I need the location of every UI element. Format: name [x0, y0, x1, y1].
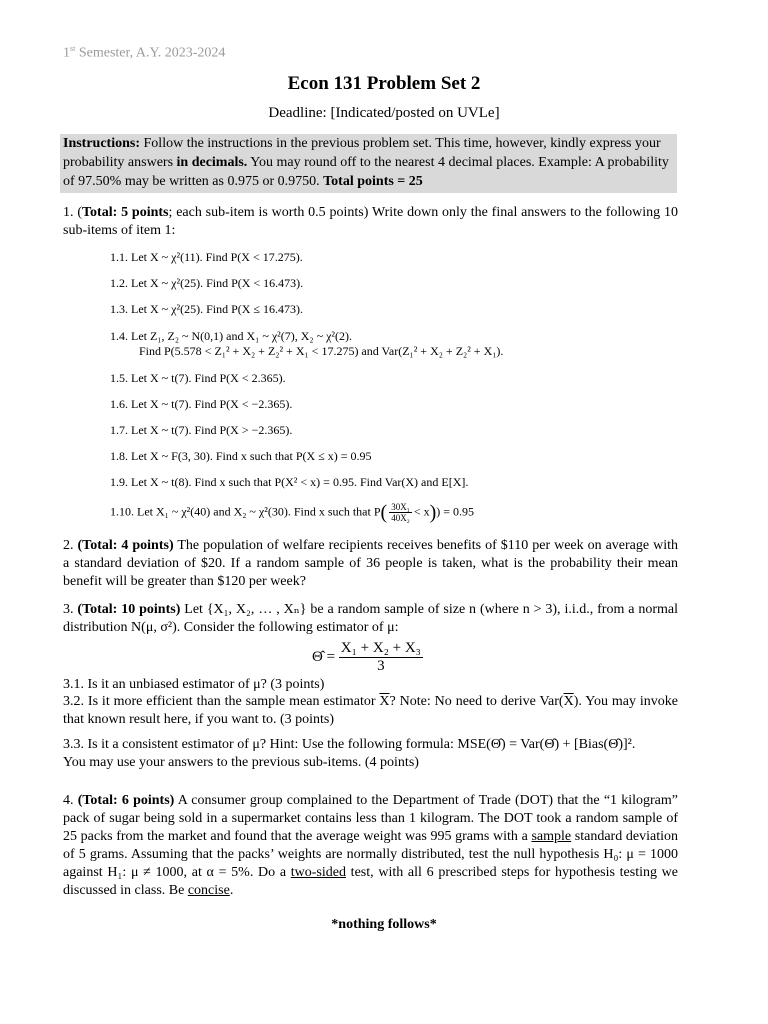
question-3-intro: 3. (Total: 10 points) Let {X₁, X₂, … , Xₙ} be a random sample of size n (where n > 3), i.i.d., from a normal distribution N(μ, σ²). Consider the following estimator of μ: — [63, 602, 679, 635]
question-1-intro: 1. (Total: 5 points; each sub-item is worth 0.5 points) Write down only the final answers to the following 10 sub-items of item 1: — [63, 205, 678, 238]
nothing-follows: *nothing follows* — [331, 917, 437, 932]
question-3-2: 3.2. Is it more efficient than the sample mean estimator $\overline{X}$? Note: No need to derive $Var(\overline{X})$. You may invoke that known result here, if you want to. (3 points) — [63, 694, 678, 727]
estimator-formula: Θ̂ = $\frac{\text{X₁ + X₂ + X₃}}{3}$ — [312, 640, 421, 674]
question-4: 4. (Total: 6 points) A consumer group complained to the Department of Trade (DOT) that the “1 kilogram” pack of sugar being sold in a supermarket contains less than 1 kilogram. The DOT took a random sample of 25 packs from the market and found that the average weight was 995 grams with a sample standard deviation of 5 grams. Assuming that the packs’ weights are normally distributed, test the null hypothesis H₀: μ = 1000 against H₁: μ ≠ 1000, at α = 5%. Do a two-sided test, with all 6 prescribed steps for hypothesis testing we discussed in class. Be concise. — [63, 793, 679, 898]
question-3-3: 3.3. Is it a consistent estimator of μ? Hint: Use the following formula: MSE(Θ̂) = Var(Θ̂) + [Bias(Θ̂)]². You may use your answers to the previous sub-items. (4 points) — [63, 737, 636, 770]
question-2: 2. (Total: 4 points) The population of welfare recipients receives benefits of $110 per week on average with a standard deviation of $20. If a random sample of 36 people is taken, what is the probability their mean benefit will be greater than $120 per week? — [63, 538, 678, 589]
semester-label: 1st Semester, A.Y. 2023-2024 — [63, 44, 226, 61]
item-1-9: 1.9. Let X ~ t(8). Find x such that P(X² < x) = 0.95. Find Var(X) and E[X]. — [110, 475, 469, 489]
item-1-2: 1.2. Let X ~ χ²(25). Find P(X < 16.473). — [110, 276, 304, 290]
item-1-6: 1.6. Let X ~ t(7). Find P(X < −2.365). — [110, 397, 293, 411]
ratio-fraction: $\frac{\text{30X₁}}{\text{40X₂}}$ — [391, 502, 410, 523]
deadline-text: Deadline: [Indicated/posted on UVLe] — [268, 105, 500, 121]
item-1-8: 1.8. Let X ~ F(3, 30). Find x such that P(X ≤ x) = 0.95 — [110, 449, 372, 463]
item-1-3: 1.3. Let X ~ χ²(25). Find P(X ≤ 16.473). — [110, 302, 303, 316]
instructions-box: Instructions: Follow the instructions in the previous problem set. This time, however, kindly express your probability answers in decimals. You may round off to the nearest 4 decimal places. Example: A probability of 97.50% may be written as 0.975 or 0.9750. Total points = 25 — [60, 134, 677, 193]
page-title: Econ 131 Problem Set 2 — [287, 73, 481, 94]
item-1-4: 1.4. Let Z₁, Z₂ ~ N(0,1) and X₁ ~ χ²(7), X₂ ~ χ²(2). Find P(5.578 < Z₁² + X₂ + Z₂² + X₁ < 17.275) and Var(Z₁² + X₂ + Z₂² + X₁). — [110, 329, 504, 358]
item-1-1: 1.1. Let X ~ χ²(11). Find P(X < 17.275). — [110, 250, 303, 264]
question-3-1: 3.1. Is it an unbiased estimator of μ? (3 points) — [63, 677, 325, 692]
item-1-7: 1.7. Let X ~ t(7). Find P(X > −2.365). — [110, 423, 293, 437]
item-1-10: 1.10. Let X₁ ~ χ²(40) and X₂ ~ χ²(30). Find x such that P( $\frac{\text{30X₁}}{\text{40X₂}}$ < x)) = 0.95 — [110, 501, 475, 524]
item-1-5: 1.5. Let X ~ t(7). Find P(X < 2.365). — [110, 371, 286, 385]
